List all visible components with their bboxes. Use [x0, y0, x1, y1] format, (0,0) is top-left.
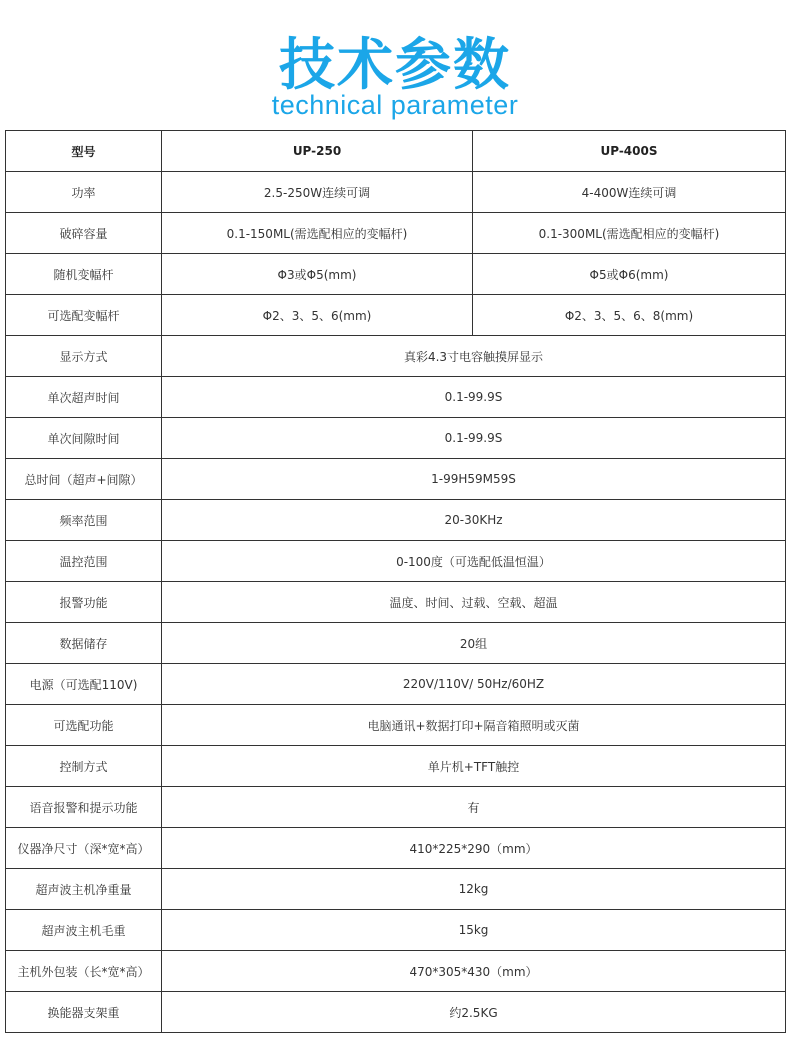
table-row — [6, 582, 786, 623]
table-row — [6, 910, 786, 951]
row-label: 可选配变幅杆 — [6, 295, 162, 336]
row-label: 频率范围 — [6, 500, 162, 541]
row-label: 换能器支架重 — [6, 992, 162, 1033]
header-model-a-cell: UP-250 — [162, 131, 473, 172]
row-value-model-a: Φ2、3、5、6(mm) — [162, 295, 473, 336]
table-row — [6, 951, 786, 992]
row-value: 真彩4.3寸电容触摸屏显示 — [162, 336, 786, 377]
row-value-model-b: 4-400W连续可调 — [473, 172, 786, 213]
row-value: 12kg — [162, 869, 786, 910]
row-value-model-a: 0.1-150ML(需选配相应的变幅杆) — [162, 213, 473, 254]
table-row — [6, 992, 786, 1033]
page-header — [0, 0, 790, 130]
row-label: 超声波主机毛重 — [6, 910, 162, 951]
spec-table — [5, 130, 786, 1033]
table-row — [6, 418, 786, 459]
table-row — [6, 623, 786, 664]
title-chinese: 技术参数 — [279, 33, 511, 98]
table-row — [6, 213, 786, 254]
table-row — [6, 336, 786, 377]
table-row — [6, 746, 786, 787]
table-row — [6, 295, 786, 336]
row-value: 0.1-99.9S — [162, 418, 786, 459]
row-label: 报警功能 — [6, 582, 162, 623]
row-value: 20组 — [162, 623, 786, 664]
row-value: 电脑通讯+数据打印+隔音箱照明或灭菌 — [162, 705, 786, 746]
table-row — [6, 705, 786, 746]
row-label: 温控范围 — [6, 541, 162, 582]
title-english: technical parameter — [271, 90, 519, 120]
table-row — [6, 172, 786, 213]
table-row — [6, 459, 786, 500]
table-row — [6, 828, 786, 869]
row-value: 1-99H59M59S — [162, 459, 786, 500]
row-value: 15kg — [162, 910, 786, 951]
row-value: 温度、时间、过载、空载、超温 — [162, 582, 786, 623]
row-label: 仪器净尺寸（深*宽*高） — [6, 828, 162, 869]
row-label: 总时间（超声+间隙） — [6, 459, 162, 500]
row-value-model-a: Φ3或Φ5(mm) — [162, 254, 473, 295]
row-label: 电源（可选配110V) — [6, 664, 162, 705]
table-row — [6, 541, 786, 582]
row-value-model-b: Φ5或Φ6(mm) — [473, 254, 786, 295]
row-label: 可选配功能 — [6, 705, 162, 746]
row-value: 470*305*430（mm） — [162, 951, 786, 992]
table-row — [6, 377, 786, 418]
row-value: 410*225*290（mm） — [162, 828, 786, 869]
row-value: 20-30KHz — [162, 500, 786, 541]
header-label-cell: 型号 — [6, 131, 162, 172]
row-label: 主机外包装（长*宽*高） — [6, 951, 162, 992]
spec-table-body — [6, 131, 786, 1033]
row-value-model-b: 0.1-300ML(需选配相应的变幅杆) — [473, 213, 786, 254]
row-label: 随机变幅杆 — [6, 254, 162, 295]
header-model-b-cell: UP-400S — [473, 131, 786, 172]
row-value: 单片机+TFT触控 — [162, 746, 786, 787]
row-value: 约2.5KG — [162, 992, 786, 1033]
row-value-model-a: 2.5-250W连续可调 — [162, 172, 473, 213]
table-row — [6, 869, 786, 910]
table-row — [6, 787, 786, 828]
row-label: 语音报警和提示功能 — [6, 787, 162, 828]
row-label: 单次超声时间 — [6, 377, 162, 418]
row-value: 0.1-99.9S — [162, 377, 786, 418]
row-value: 220V/110V/ 50Hz/60HZ — [162, 664, 786, 705]
row-value-model-b: Φ2、3、5、6、8(mm) — [473, 295, 786, 336]
row-label: 单次间隙时间 — [6, 418, 162, 459]
row-label: 破碎容量 — [6, 213, 162, 254]
row-value: 有 — [162, 787, 786, 828]
table-row — [6, 254, 786, 295]
row-label: 功率 — [6, 172, 162, 213]
row-label: 数据储存 — [6, 623, 162, 664]
table-header-row — [6, 131, 786, 172]
table-row — [6, 664, 786, 705]
row-label: 控制方式 — [6, 746, 162, 787]
row-label: 显示方式 — [6, 336, 162, 377]
row-value: 0-100度（可选配低温恒温） — [162, 541, 786, 582]
row-label: 超声波主机净重量 — [6, 869, 162, 910]
table-row — [6, 500, 786, 541]
